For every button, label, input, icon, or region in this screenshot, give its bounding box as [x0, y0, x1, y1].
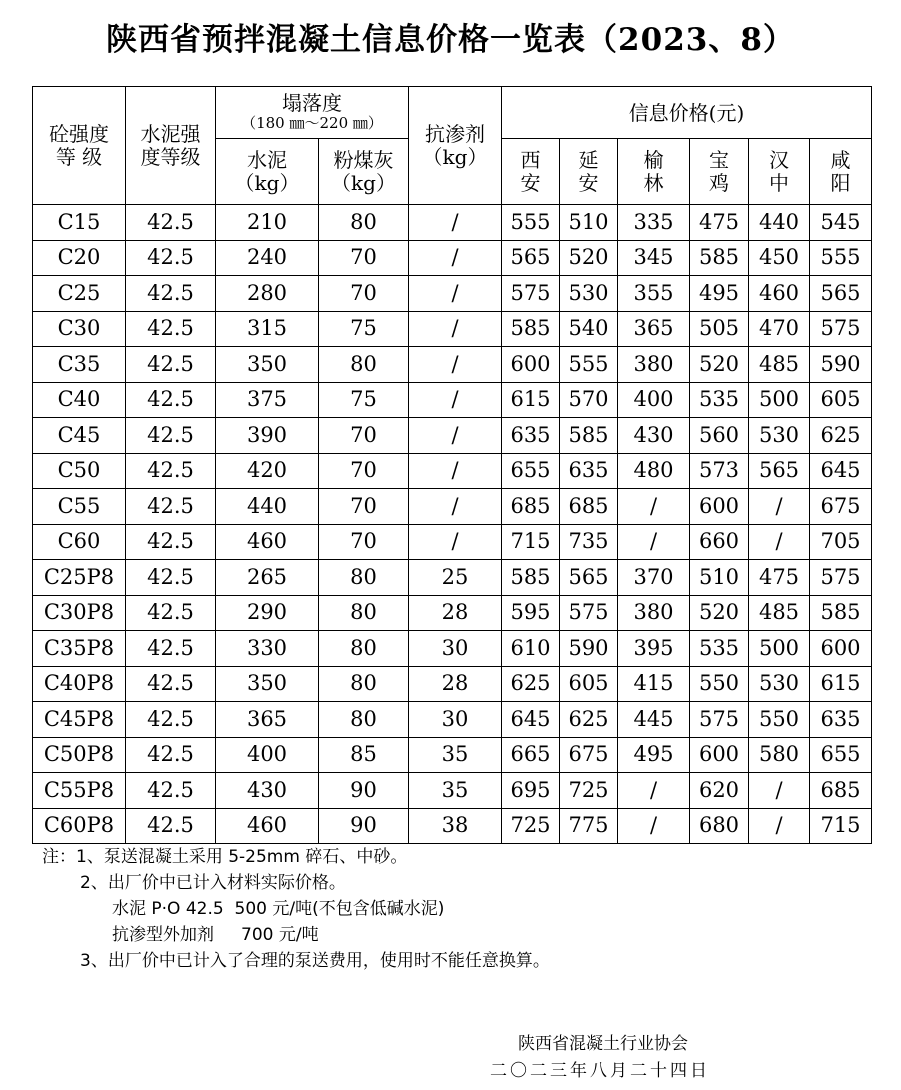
cell-grade: C40: [33, 382, 126, 418]
table-row: [33, 560, 872, 596]
cell-price-hanzhong: 550: [749, 702, 810, 738]
cell-admixture: /: [409, 418, 502, 454]
cell-cement: 430: [216, 773, 319, 809]
header-city-xianyang: 咸 阳: [810, 139, 872, 205]
cell-price-yanan: 520: [560, 240, 618, 276]
cell-price-xian: 715: [502, 524, 560, 560]
cell-cement: 330: [216, 631, 319, 667]
cell-cement: 420: [216, 453, 319, 489]
cell-price-baoji: 560: [690, 418, 749, 454]
cell-flyash: 80: [319, 347, 409, 383]
cell-price-xian: 565: [502, 240, 560, 276]
cell-price-yulin: 355: [618, 276, 690, 312]
cell-price-xian: 635: [502, 418, 560, 454]
note-line: 3、出厂价中已计入了合理的泵送费用，使用时不能任意换算。: [80, 951, 550, 971]
cell-flyash: 75: [319, 382, 409, 418]
cell-grade: C35: [33, 347, 126, 383]
cell-price-yulin: 430: [618, 418, 690, 454]
cell-flyash: 70: [319, 453, 409, 489]
header-city-hanzhong: 汉 中: [749, 139, 810, 205]
cell-price-baoji: 475: [690, 205, 749, 241]
cell-price-xian: 655: [502, 453, 560, 489]
cell-price-xianyang: 715: [810, 808, 872, 844]
cell-cement-grade: 42.5: [126, 453, 216, 489]
cell-admixture: /: [409, 205, 502, 241]
cell-price-hanzhong: /: [749, 524, 810, 560]
cell-price-yulin: /: [618, 773, 690, 809]
cell-price-yulin: 495: [618, 737, 690, 773]
cell-price-xianyang: 675: [810, 489, 872, 525]
table-row: [33, 205, 872, 241]
cell-admixture: /: [409, 382, 502, 418]
cell-price-yanan: 625: [560, 702, 618, 738]
signature-org: 陕西省混凝土行业协会: [518, 1034, 688, 1054]
cell-price-hanzhong: 440: [749, 205, 810, 241]
cell-price-yulin: /: [618, 808, 690, 844]
note-line: 抗渗型外加剂 700 元/吨: [112, 925, 319, 945]
cell-price-yulin: 415: [618, 666, 690, 702]
cell-price-yanan: 510: [560, 205, 618, 241]
cell-price-xianyang: 685: [810, 773, 872, 809]
cell-cement: 240: [216, 240, 319, 276]
cell-price-xian: 575: [502, 276, 560, 312]
cell-flyash: 90: [319, 773, 409, 809]
cell-flyash: 85: [319, 737, 409, 773]
cell-grade: C40P8: [33, 666, 126, 702]
cell-cement-grade: 42.5: [126, 773, 216, 809]
cell-grade: C55P8: [33, 773, 126, 809]
cell-flyash: 70: [319, 276, 409, 312]
cell-price-hanzhong: /: [749, 773, 810, 809]
cell-grade: C25: [33, 276, 126, 312]
cell-price-xianyang: 555: [810, 240, 872, 276]
cell-price-xian: 665: [502, 737, 560, 773]
cell-price-hanzhong: 500: [749, 382, 810, 418]
table-row: [33, 666, 872, 702]
cell-price-yulin: 380: [618, 595, 690, 631]
cell-admixture: 30: [409, 631, 502, 667]
cell-price-xianyang: 635: [810, 702, 872, 738]
cell-cement: 440: [216, 489, 319, 525]
cell-price-yanan: 675: [560, 737, 618, 773]
cell-price-yulin: /: [618, 524, 690, 560]
cell-price-yulin: 395: [618, 631, 690, 667]
note-line: 2、出厂价中已计入材料实际价格。: [80, 873, 346, 893]
cell-grade: C30P8: [33, 595, 126, 631]
cell-price-yanan: 590: [560, 631, 618, 667]
cell-admixture: /: [409, 524, 502, 560]
cell-price-hanzhong: /: [749, 489, 810, 525]
header-price: 信息价格(元): [502, 87, 872, 139]
cell-cement-grade: 42.5: [126, 347, 216, 383]
cell-flyash: 90: [319, 808, 409, 844]
cell-flyash: 80: [319, 205, 409, 241]
cell-price-xianyang: 585: [810, 595, 872, 631]
cell-price-baoji: 573: [690, 453, 749, 489]
cell-grade: C60: [33, 524, 126, 560]
cell-admixture: /: [409, 276, 502, 312]
cell-price-xianyang: 565: [810, 276, 872, 312]
cell-price-yulin: 335: [618, 205, 690, 241]
cell-flyash: 80: [319, 631, 409, 667]
table-row: [33, 631, 872, 667]
cell-price-xianyang: 600: [810, 631, 872, 667]
cell-cement-grade: 42.5: [126, 205, 216, 241]
cell-cement: 350: [216, 666, 319, 702]
cell-flyash: 80: [319, 560, 409, 596]
header-flyash: 粉煤灰 （kg）: [319, 139, 409, 205]
cell-price-baoji: 535: [690, 631, 749, 667]
table-row: [33, 808, 872, 844]
cell-cement-grade: 42.5: [126, 631, 216, 667]
cell-grade: C55: [33, 489, 126, 525]
cell-price-xian: 585: [502, 560, 560, 596]
cell-price-yanan: 735: [560, 524, 618, 560]
cell-cement: 290: [216, 595, 319, 631]
cell-admixture: /: [409, 489, 502, 525]
cell-price-xianyang: 615: [810, 666, 872, 702]
cell-price-yulin: 370: [618, 560, 690, 596]
cell-flyash: 75: [319, 311, 409, 347]
cell-price-baoji: 495: [690, 276, 749, 312]
cell-admixture: 30: [409, 702, 502, 738]
cell-cement-grade: 42.5: [126, 311, 216, 347]
cell-grade: C50: [33, 453, 126, 489]
cell-price-xianyang: 545: [810, 205, 872, 241]
cell-price-yulin: 480: [618, 453, 690, 489]
cell-price-yulin: 445: [618, 702, 690, 738]
cell-price-hanzhong: 470: [749, 311, 810, 347]
table-row: [33, 276, 872, 312]
cell-price-hanzhong: 580: [749, 737, 810, 773]
header-grade: 砼强度 等 级: [33, 87, 126, 205]
cell-cement-grade: 42.5: [126, 595, 216, 631]
cell-cement: 390: [216, 418, 319, 454]
cell-price-xianyang: 575: [810, 311, 872, 347]
cell-cement-grade: 42.5: [126, 240, 216, 276]
cell-admixture: 28: [409, 666, 502, 702]
cell-grade: C60P8: [33, 808, 126, 844]
cell-admixture: /: [409, 240, 502, 276]
cell-cement: 350: [216, 347, 319, 383]
cell-cement: 265: [216, 560, 319, 596]
table-row: [33, 347, 872, 383]
cell-price-xianyang: 605: [810, 382, 872, 418]
cell-price-xianyang: 590: [810, 347, 872, 383]
cell-price-xian: 595: [502, 595, 560, 631]
table-row: [33, 773, 872, 809]
cell-price-baoji: 510: [690, 560, 749, 596]
cell-price-yanan: 775: [560, 808, 618, 844]
cell-grade: C20: [33, 240, 126, 276]
cell-admixture: /: [409, 453, 502, 489]
cell-cement: 400: [216, 737, 319, 773]
cell-price-yanan: 605: [560, 666, 618, 702]
note-line: 水泥 P·O 42.5 500 元/吨(不包含低碱水泥): [112, 899, 445, 919]
cell-price-yanan: 685: [560, 489, 618, 525]
cell-price-yanan: 725: [560, 773, 618, 809]
header-city-xian: 西 安: [502, 139, 560, 205]
cell-cement-grade: 42.5: [126, 560, 216, 596]
cell-price-hanzhong: /: [749, 808, 810, 844]
header-cement: 水泥 （kg）: [216, 139, 319, 205]
cell-cement: 460: [216, 524, 319, 560]
header-admixture: 抗渗剂 （kg）: [409, 87, 502, 205]
cell-price-xianyang: 705: [810, 524, 872, 560]
cell-price-xian: 695: [502, 773, 560, 809]
cell-price-baoji: 550: [690, 666, 749, 702]
cell-price-yanan: 585: [560, 418, 618, 454]
cell-flyash: 70: [319, 418, 409, 454]
cell-price-yanan: 555: [560, 347, 618, 383]
cell-flyash: 70: [319, 240, 409, 276]
cell-cement-grade: 42.5: [126, 666, 216, 702]
cell-cement-grade: 42.5: [126, 418, 216, 454]
cell-price-yanan: 530: [560, 276, 618, 312]
cell-price-hanzhong: 530: [749, 418, 810, 454]
table-row: [33, 382, 872, 418]
table-row: [33, 453, 872, 489]
cell-price-baoji: 535: [690, 382, 749, 418]
cell-cement-grade: 42.5: [126, 808, 216, 844]
header-city-yanan: 延 安: [560, 139, 618, 205]
cell-price-baoji: 620: [690, 773, 749, 809]
cell-price-baoji: 585: [690, 240, 749, 276]
cell-cement-grade: 42.5: [126, 489, 216, 525]
notes: [42, 844, 550, 974]
header-slump: 塌落度 （180 ㎜～220 ㎜）: [216, 87, 409, 139]
cell-price-yanan: 565: [560, 560, 618, 596]
cell-price-xian: 610: [502, 631, 560, 667]
cell-grade: C25P8: [33, 560, 126, 596]
note-line: 注：1、泵送混凝土采用 5-25mm 碎石、中砂。: [42, 847, 408, 867]
cell-admixture: 28: [409, 595, 502, 631]
cell-flyash: 70: [319, 489, 409, 525]
cell-price-yanan: 540: [560, 311, 618, 347]
cell-price-baoji: 660: [690, 524, 749, 560]
table-row: [33, 595, 872, 631]
cell-flyash: 80: [319, 702, 409, 738]
cell-grade: C30: [33, 311, 126, 347]
cell-admixture: 35: [409, 737, 502, 773]
cell-cement: 315: [216, 311, 319, 347]
cell-grade: C45P8: [33, 702, 126, 738]
cell-admixture: 38: [409, 808, 502, 844]
table-row: [33, 737, 872, 773]
cell-grade: C15: [33, 205, 126, 241]
table-row: [33, 240, 872, 276]
table-row: [33, 311, 872, 347]
cell-admixture: /: [409, 311, 502, 347]
cell-grade: C45: [33, 418, 126, 454]
cell-cement: 365: [216, 702, 319, 738]
cell-price-xian: 555: [502, 205, 560, 241]
cell-price-xianyang: 575: [810, 560, 872, 596]
cell-cement: 460: [216, 808, 319, 844]
cell-price-yulin: 380: [618, 347, 690, 383]
price-table: [32, 86, 872, 844]
cell-price-hanzhong: 485: [749, 347, 810, 383]
cell-price-yanan: 570: [560, 382, 618, 418]
cell-grade: C50P8: [33, 737, 126, 773]
cell-flyash: 70: [319, 524, 409, 560]
cell-price-xian: 615: [502, 382, 560, 418]
cell-cement-grade: 42.5: [126, 737, 216, 773]
cell-price-hanzhong: 450: [749, 240, 810, 276]
table-row: [33, 489, 872, 525]
cell-price-baoji: 600: [690, 737, 749, 773]
table-row: [33, 524, 872, 560]
cell-flyash: 80: [319, 595, 409, 631]
cell-price-baoji: 520: [690, 595, 749, 631]
cell-price-xian: 625: [502, 666, 560, 702]
cell-price-baoji: 600: [690, 489, 749, 525]
header-city-yulin: 榆 林: [618, 139, 690, 205]
cell-price-yanan: 635: [560, 453, 618, 489]
cell-price-hanzhong: 565: [749, 453, 810, 489]
cell-price-baoji: 680: [690, 808, 749, 844]
cell-cement: 210: [216, 205, 319, 241]
cell-admixture: 25: [409, 560, 502, 596]
cell-price-yulin: 345: [618, 240, 690, 276]
page-title: 陕西省预拌混凝土信息价格一览表（2023、8）: [106, 22, 795, 58]
cell-admixture: 35: [409, 773, 502, 809]
cell-cement-grade: 42.5: [126, 702, 216, 738]
cell-price-baoji: 505: [690, 311, 749, 347]
table-row: [33, 702, 872, 738]
cell-price-xian: 600: [502, 347, 560, 383]
header-city-baoji: 宝 鸡: [690, 139, 749, 205]
cell-price-xian: 645: [502, 702, 560, 738]
cell-price-xianyang: 625: [810, 418, 872, 454]
cell-price-yanan: 575: [560, 595, 618, 631]
cell-admixture: /: [409, 347, 502, 383]
cell-price-xian: 685: [502, 489, 560, 525]
cell-price-baoji: 520: [690, 347, 749, 383]
cell-price-xianyang: 655: [810, 737, 872, 773]
cell-price-xianyang: 645: [810, 453, 872, 489]
cell-price-hanzhong: 485: [749, 595, 810, 631]
cell-cement-grade: 42.5: [126, 524, 216, 560]
cell-price-xian: 725: [502, 808, 560, 844]
table-row: [33, 418, 872, 454]
cell-cement-grade: 42.5: [126, 382, 216, 418]
cell-price-yulin: 400: [618, 382, 690, 418]
cell-cement: 375: [216, 382, 319, 418]
cell-grade: C35P8: [33, 631, 126, 667]
cell-price-yulin: 365: [618, 311, 690, 347]
cell-price-hanzhong: 460: [749, 276, 810, 312]
cell-cement-grade: 42.5: [126, 276, 216, 312]
signature-date: 二〇二三年八月二十四日: [490, 1061, 710, 1081]
cell-price-hanzhong: 530: [749, 666, 810, 702]
cell-price-baoji: 575: [690, 702, 749, 738]
cell-cement: 280: [216, 276, 319, 312]
cell-price-hanzhong: 475: [749, 560, 810, 596]
cell-price-hanzhong: 500: [749, 631, 810, 667]
header-cement-grade: 水泥强 度等级: [126, 87, 216, 205]
cell-price-yulin: /: [618, 489, 690, 525]
cell-price-xian: 585: [502, 311, 560, 347]
cell-flyash: 80: [319, 666, 409, 702]
